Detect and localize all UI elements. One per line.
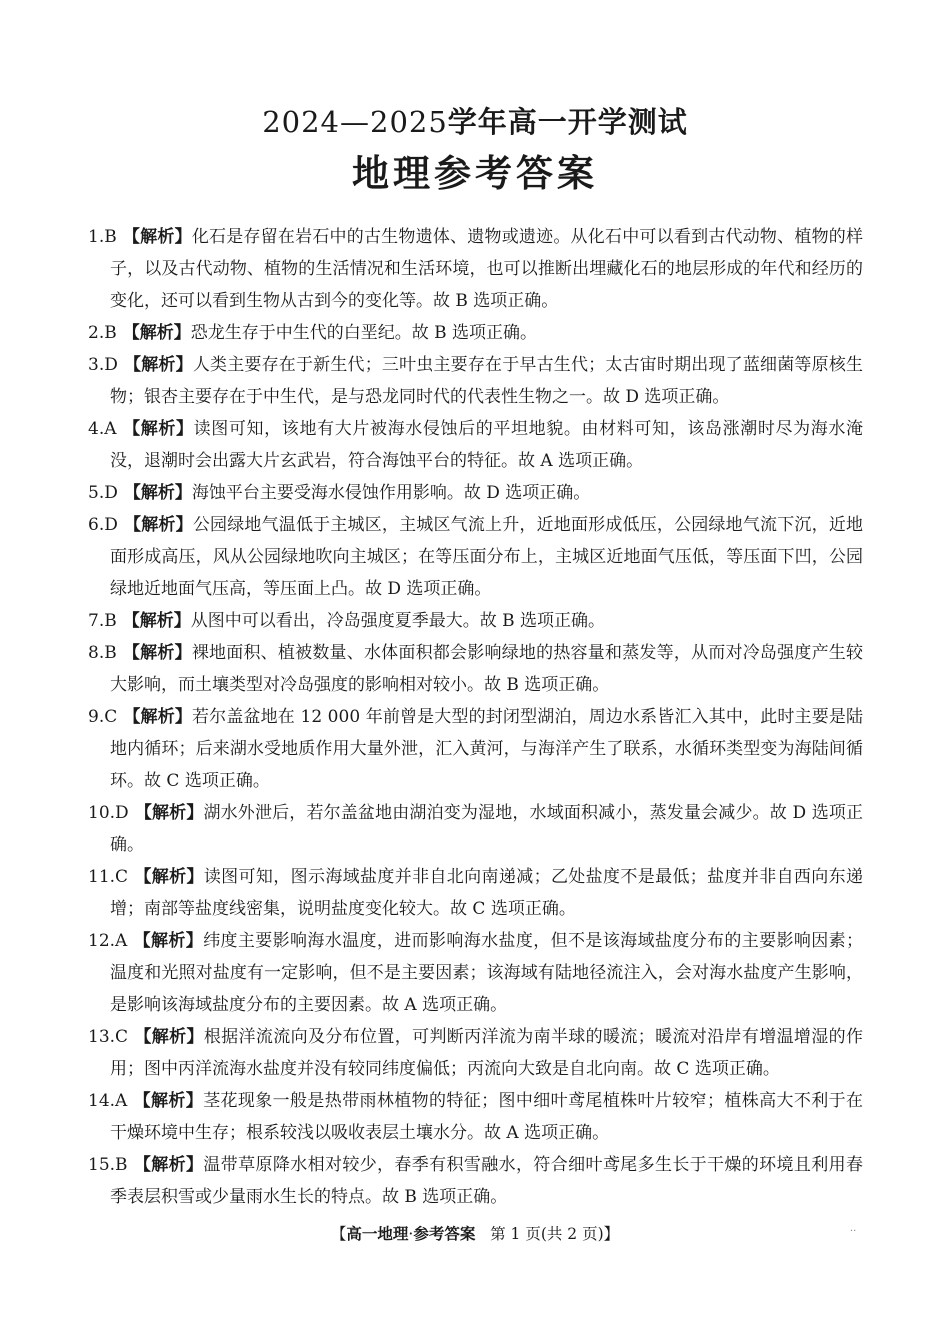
answer-text: 从图中可以看出，冷岛强度夏季最大。故 B 选项正确。: [190, 611, 606, 631]
answer-list: [88, 221, 863, 1213]
answer-item: [88, 605, 863, 637]
answer-text: 若尔盖盆地在 12 000 年前曾是大型的封闭型湖泊，周边水系皆汇入其中，此时主要是陆地内循环；后来湖水受地质作用大量外泄，汇入黄河，与海洋产生了联系，水循环类型变为海陆间循环。故 C 选项正确。: [110, 707, 864, 791]
answer-text: 读图可知，该地有大片被海水侵蚀后的平坦地貌。由材料可知，该岛涨潮时尽为海水淹没，退潮时会出露大片玄武岩，符合海蚀平台的特征。故 A 选项正确。: [110, 419, 863, 471]
answer-text: 湖水外泄后，若尔盖盆地由湖泊变为湿地，水域面积减小，蒸发量会减少。故 D 选项正确。: [110, 803, 864, 855]
analysis-tag: 【解析】: [122, 227, 192, 247]
answer-number: 9.C: [88, 707, 118, 727]
footer-open-bracket: 【: [330, 1225, 347, 1243]
answer-text: 读图可知，图示海域盐度并非自北向南递减；乙处盐度不是最低；盐度并非自西向东递增；南部等盐度线密集，说明盐度变化较大。故 C 选项正确。: [110, 867, 863, 919]
answer-number: 4.A: [88, 419, 117, 439]
answer-text: 温带草原降水相对较少，春季有积雪融水，符合细叶鸢尾多生长于干燥的环境且利用春季表层积雪或少量雨水生长的特点。故 B 选项正确。: [110, 1155, 864, 1207]
answer-item: [88, 925, 863, 1021]
exam-name: 学年高一开学测试: [447, 105, 688, 139]
answer-item: [88, 349, 863, 413]
analysis-tag: 【解析】: [123, 707, 193, 727]
answer-number: 1.B: [88, 227, 117, 247]
corner-mark: ··: [850, 1226, 857, 1237]
answer-text: 根据洋流流向及分布位置，可判断丙洋流为南半球的暖流；暖流对沿岸有增温增湿的作用；图中丙洋流海水盐度并没有较同纬度偏低；丙流向大致是自北向南。故 C 选项正确。: [110, 1027, 863, 1079]
answer-text: 恐龙生存于中生代的白垩纪。故 B 选项正确。: [190, 323, 538, 343]
answer-text: 公园绿地气温低于主城区，主城区气流上升，近地面形成低压，公园绿地气流下沉，近地面形成高压，风从公园绿地吹向主城区；在等压面分布上，主城区近地面气压低，等压面下凹，公园绿地近地面气压高，等压面上凸。故 D 选项正确。: [110, 515, 864, 599]
answer-number: 15.B: [88, 1155, 128, 1175]
answer-number: 10.D: [88, 803, 129, 823]
answer-item: [88, 701, 863, 797]
answer-text: 纬度主要影响海水温度，进而影响海水盐度，但不是该海域盐度分布的主要影响因素；温度和光照对盐度有一定影响，但不是主要因素；该海域有陆地径流注入，会对海水盐度产生影响，是影响该海域盐度分布的主要因素。故 A 选项正确。: [110, 931, 864, 1015]
analysis-tag: 【解析】: [133, 1091, 204, 1111]
answer-text: 化石是存留在岩石中的古生物遗体、遗物或遗迹。从化石中可以看到古代动物、植物的样子，以及古代动物、植物的生活情况和生活环境，也可以推断出埋藏化石的地层形成的年代和经历的变化，还可以看到生物从古到今的变化等。故 B 选项正确。: [110, 227, 864, 311]
answer-item: [88, 413, 863, 477]
answer-item: [88, 1085, 863, 1149]
analysis-tag: 【解析】: [122, 323, 191, 343]
answer-number: 13.C: [88, 1027, 129, 1047]
analysis-tag: 【解析】: [122, 643, 192, 663]
exam-year-range: 2024—2025: [262, 105, 448, 139]
answer-number: 7.B: [88, 611, 117, 631]
analysis-tag: 【解析】: [133, 1155, 204, 1175]
answer-text: 裸地面积、植被数量、水体面积都会影响绿地的热容量和蒸发等，从而对冷岛强度产生较大影响，而土壤类型对冷岛强度的影响相对较小。故 B 选项正确。: [110, 643, 864, 695]
footer-page-info: 第 1 页(共 2 页): [490, 1225, 604, 1243]
page-footer: [0, 1222, 950, 1244]
analysis-tag: 【解析】: [134, 803, 204, 823]
answer-text: 茎花现象一般是热带雨林植物的特征；图中细叶鸢尾植株叶片较窄；植株高大不利于在干燥环境中生存；根系较浅以吸收表层土壤水分。故 A 选项正确。: [110, 1091, 864, 1143]
analysis-tag: 【解析】: [123, 483, 192, 503]
footer-course-name: 高一地理: [346, 1225, 409, 1243]
analysis-tag: 【解析】: [122, 419, 194, 439]
answer-text: 海蚀平台主要受海水侵蚀作用影响。故 D 选项正确。: [191, 483, 591, 503]
answer-number: 2.B: [88, 323, 117, 343]
answer-text: 人类主要存在于新生代；三叶虫主要存在于早古生代；太古宙时期出现了蓝细菌等原核生物；银杏主要存在于中生代，是与恐龙同时代的代表性生物之一。故 D 选项正确。: [110, 355, 864, 407]
answer-item: [88, 317, 863, 349]
answer-item: [88, 797, 863, 861]
footer-separator: ·: [408, 1225, 414, 1243]
answer-item: [88, 477, 863, 509]
analysis-tag: 【解析】: [134, 1027, 204, 1047]
analysis-tag: 【解析】: [123, 515, 193, 535]
answer-item: [88, 509, 863, 605]
answer-number: 8.B: [88, 643, 117, 663]
answer-item: [88, 861, 863, 925]
analysis-tag: 【解析】: [122, 611, 191, 631]
answer-item: [88, 1021, 863, 1085]
exam-title: [0, 100, 950, 141]
answer-item: [88, 1149, 863, 1213]
analysis-tag: 【解析】: [134, 867, 204, 887]
answer-number: 11.C: [88, 867, 129, 887]
footer-close-bracket: 】: [603, 1225, 620, 1243]
footer-label: 参考答案: [413, 1225, 476, 1243]
analysis-tag: 【解析】: [133, 931, 204, 951]
answer-number: 3.D: [88, 355, 118, 375]
answer-item: [88, 637, 863, 701]
answer-number: 14.A: [88, 1091, 128, 1111]
answer-number: 5.D: [88, 483, 118, 503]
analysis-tag: 【解析】: [123, 355, 193, 375]
answer-item: [88, 221, 863, 317]
answer-number: 6.D: [88, 515, 118, 535]
answer-number: 12.A: [88, 931, 128, 951]
page-subtitle: 地理参考答案: [352, 152, 598, 195]
